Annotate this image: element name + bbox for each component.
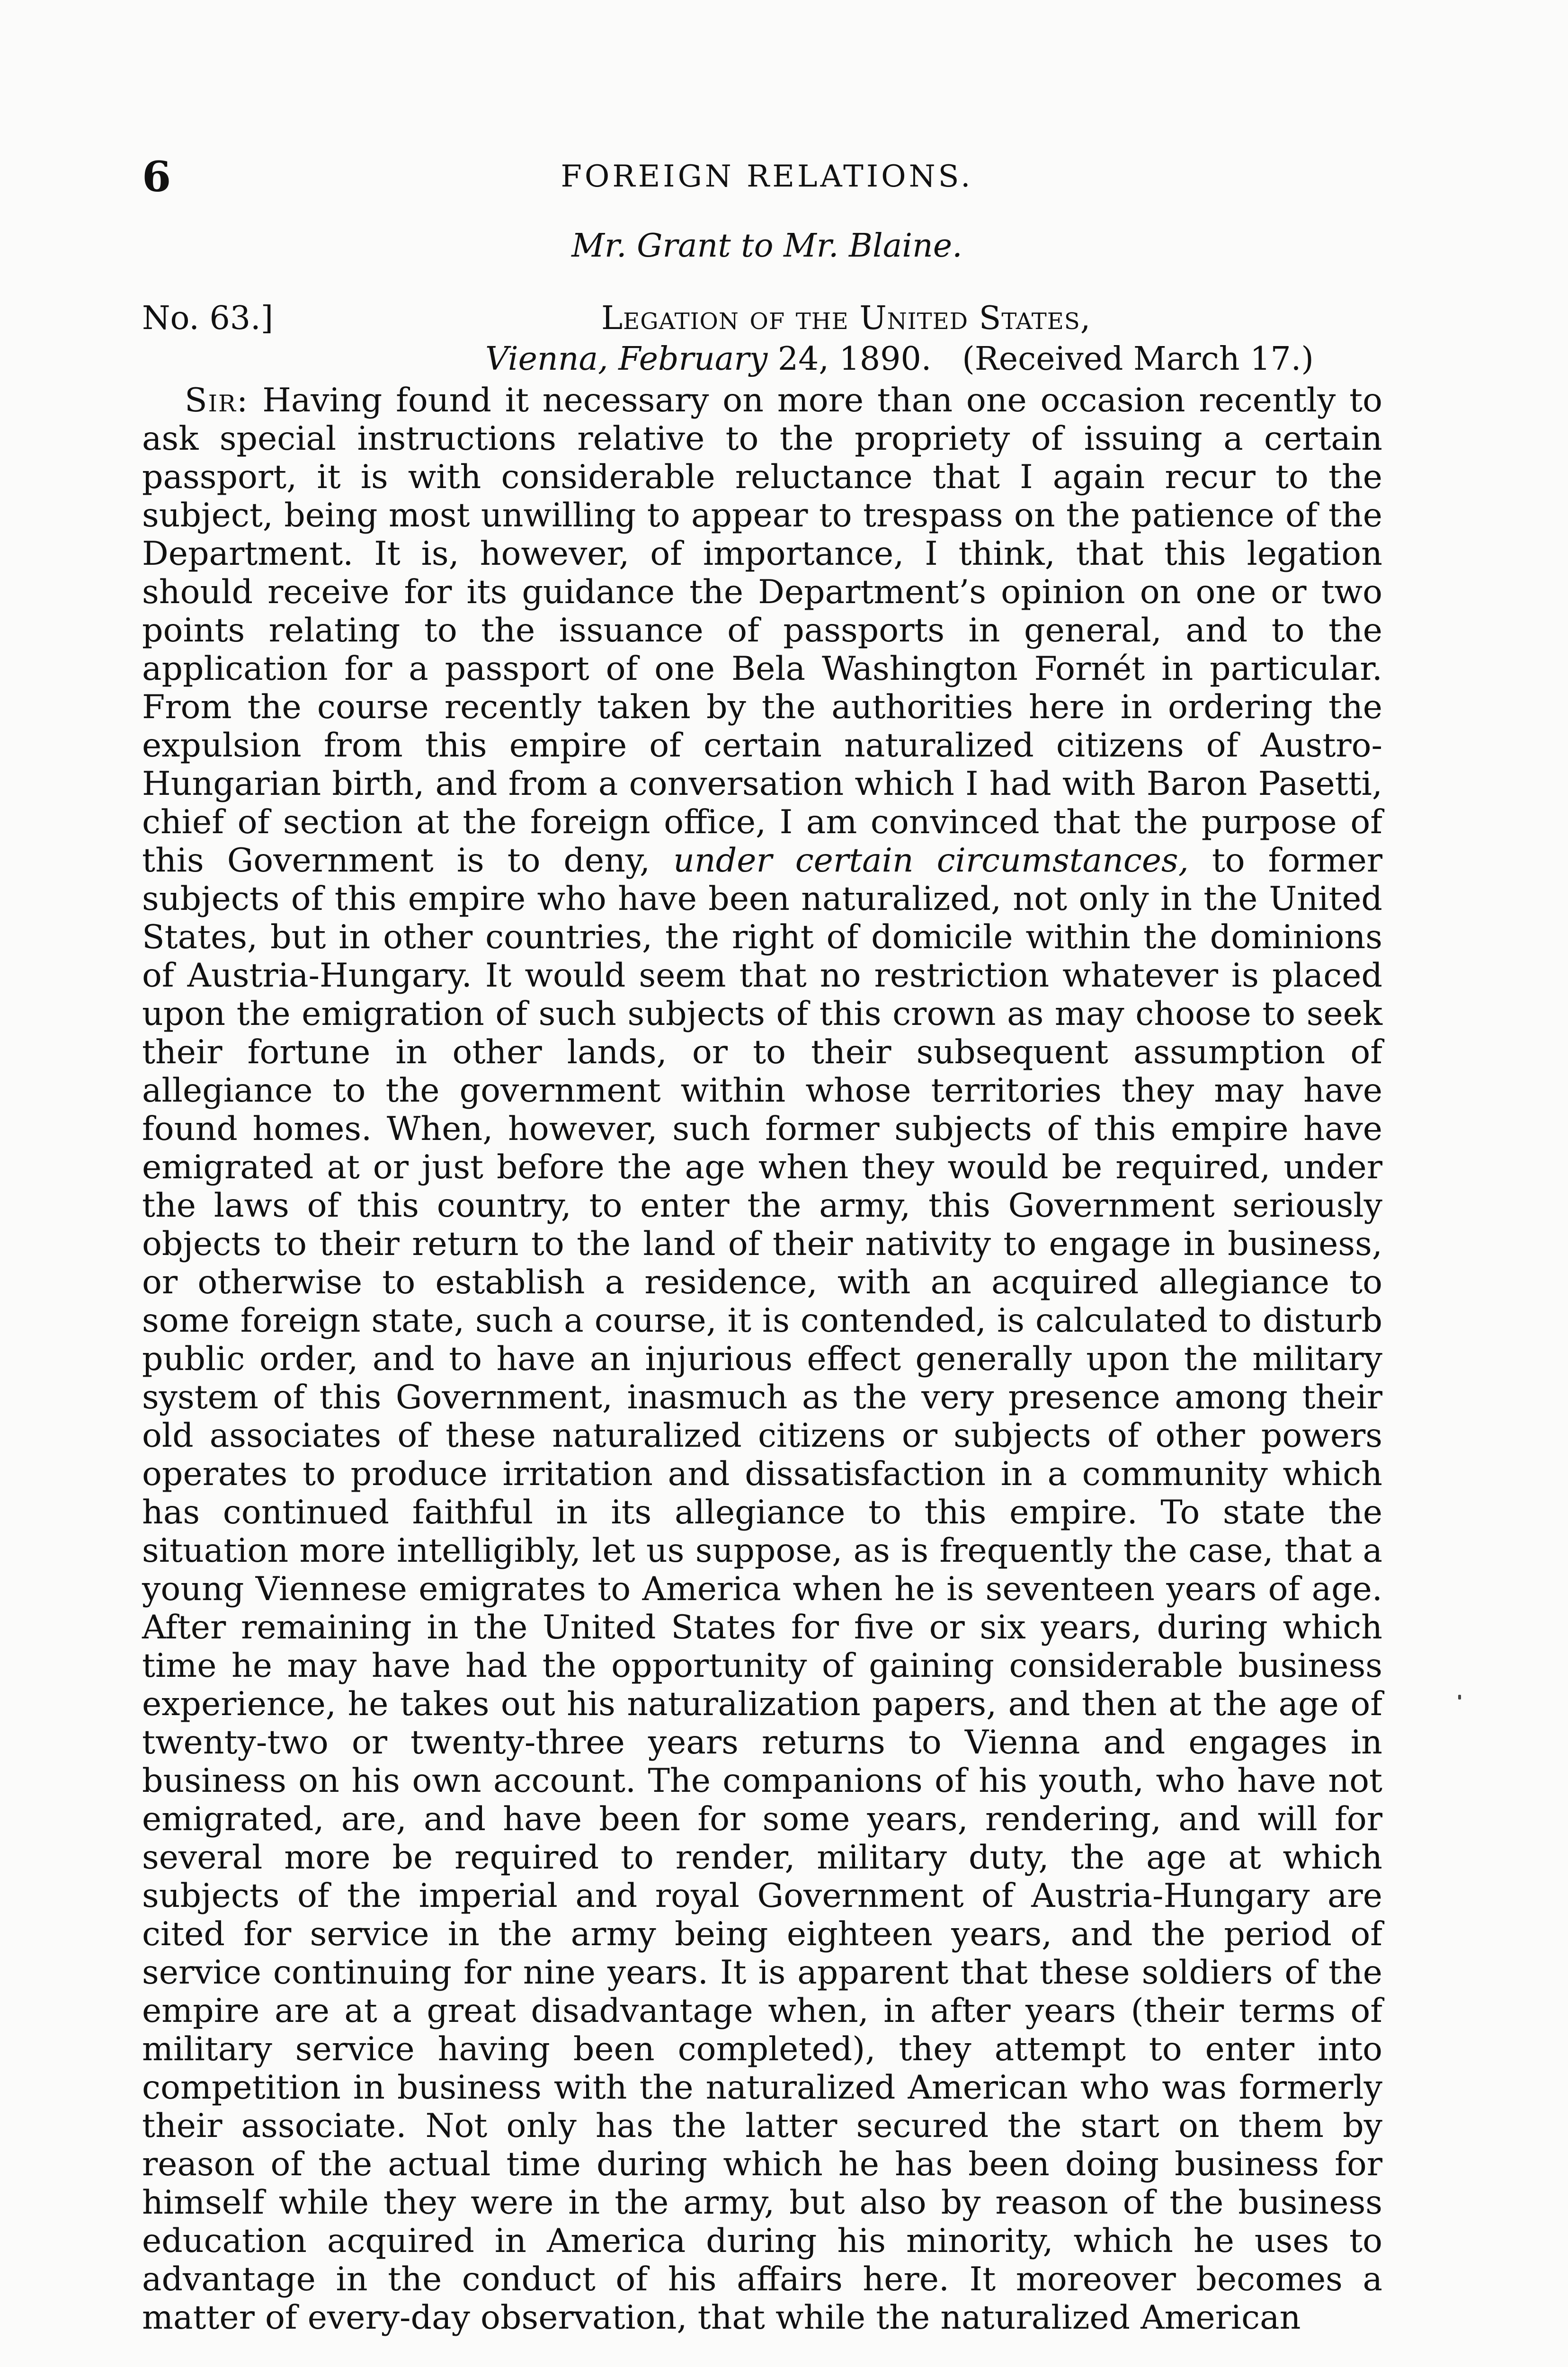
letter-body [142, 381, 1382, 2337]
page-number: 6 [142, 152, 171, 201]
dateline [142, 298, 1392, 393]
place-month: Vienna, February [485, 340, 768, 378]
print-speck [1458, 1695, 1461, 1700]
salutation: Sir: [185, 381, 249, 419]
body-paragraph-part1: Having found it necessary on more than one occasion recently to ask special instructions relative to the propriety of issuing a certain passport, it is with considerable reluctance that I again recur to the subject, being most unwilling to appear to trespass on the patience of the Department. It is, however, of importance, I think, that this legation should receive for its guidance the Department’s opinion on one or two points relating to the issuance of passports in general, and to the application for a passport of one Bela Washington Fornét in particular. From the course recently taken by the authorities here in ordering the expulsion from this empire of certain naturalized citizens of Austro-Hungarian birth, and from a conversation which I had with Baron Pasetti, chief of section at the foreign office, I am convinced that the purpose of this Government is to deny, [142, 381, 1383, 880]
body-emphasis: under certain circumstances, [673, 841, 1189, 880]
place-and-date [485, 339, 1314, 380]
letter-heading: Mr. Grant to Mr. Blaine. [571, 227, 962, 265]
body-paragraph-part2: to former subjects of this empire who have been naturalized, not only in the United States, but in other countries, the right of domicile within the dominions of Austria-Hungary. It would seem that no restriction whatever is placed upon the emigration of such subjects of this crown as may choose to seek their fortune in other lands, or to their subsequent assumption of allegiance to the government within whose territories they may have found homes. When, however, such former subjects of this empire have emigrated at or just before the age when they would be required, under the laws of this country, to enter the army, this Government seriously objects to their return to the land of their nativity to engage in business, or otherwise to establish a residence, with an acquired allegiance to some foreign state, such a course, it is contended, is calculated to disturb public order, and to have an injurious effect generally upon the military system of this Government, inasmuch as the very presence among their old associates of these naturalized citizens or subjects of other powers operates to produce irritation and dissatisfaction in a community which has continued faithful in its allegiance to this empire. To state the situation more intelligibly, let us suppose, as is frequently the case, that a young Viennese emigrates to America when he is seventeen years of age. After remaining in the United States for five or six years, during which time he may have had the opportunity of gaining considerable business experience, he takes out his naturalization papers, and then at the age of twenty-two or twenty-three years returns to Vienna and engages in business on his own account. The companions of his youth, who have not emigrated, are, and have been for some years, rendering, and will for several more be required to render, military duty, the age at which subjects of the imperial and royal Government of Austria-Hungary are cited for service in the army being eighteen years, and the period of service continuing for nine years. It is apparent that these soldiers of the empire are at a great disadvantage when, in after years (their terms of military service having been completed), they attempt to enter into competition in business with the naturalized American who was formerly their associate. Not only has the latter secured the start on them by reason of the actual time during which he has been doing business for himself while they were in the army, but also by reason of the business education acquired in America during his minority, which he uses to advantage in the conduct of his affairs here. It moreover becomes a matter of every-day observation, that while the naturalized American [142, 841, 1383, 2337]
received-note: (Received March 17.) [962, 340, 1314, 378]
running-head [142, 151, 1392, 203]
legation-heading: Legation of the United States, [601, 300, 1091, 337]
day-year: 24, 1890. [777, 340, 932, 378]
running-title: FOREIGN RELATIONS. [561, 159, 973, 194]
document-number: No. 63.] [142, 300, 274, 337]
